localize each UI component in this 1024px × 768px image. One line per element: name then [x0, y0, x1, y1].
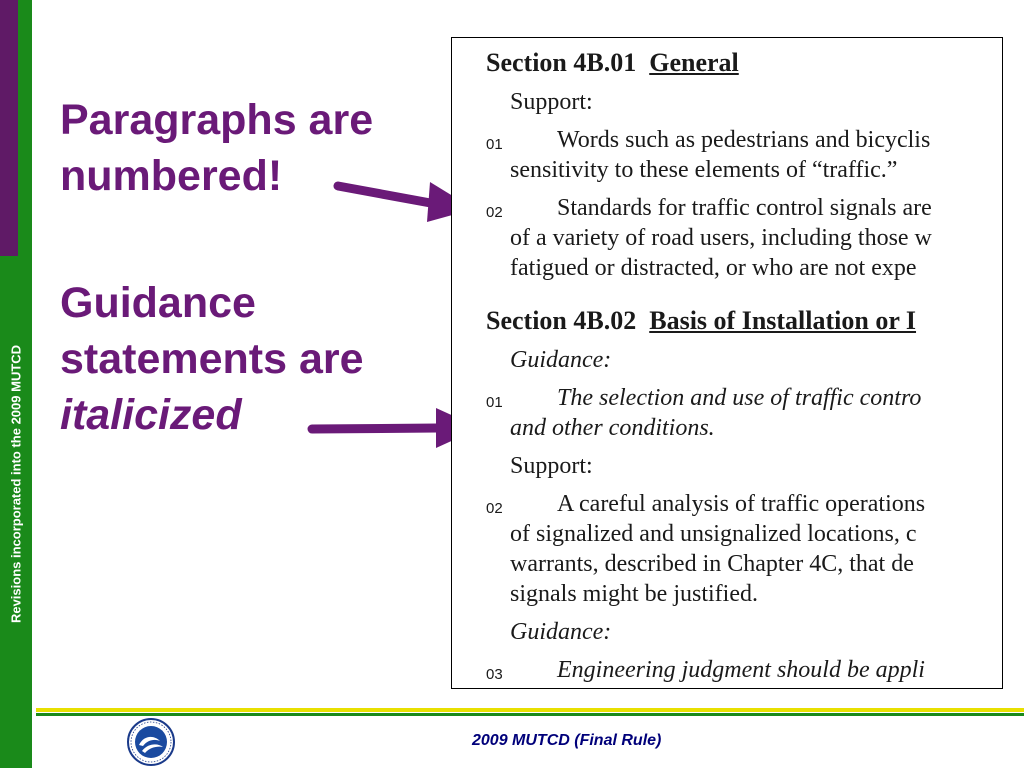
footer-green-rule — [36, 713, 1024, 716]
support-label-1: Support: — [510, 89, 593, 115]
section-4b01-heading: Section 4B.01 General — [486, 48, 739, 77]
paragraph-02-line3: fatigued or distracted, or who are not expe — [510, 255, 917, 281]
paragraph-number: 03 — [486, 666, 503, 683]
guidance-03-line1: Engineering judgment should be appli — [557, 657, 925, 683]
guidance-label-2: Guidance: — [510, 619, 612, 645]
paragraph-02-line2: of a variety of road users, including those w — [510, 225, 932, 251]
paragraph-number: 02 — [486, 204, 503, 221]
callout-italicized-line1: Guidance — [60, 279, 256, 327]
paragraph-02-line1: Standards for traffic control signals are — [557, 195, 932, 221]
callout-italicized-line2: statements are — [60, 335, 364, 383]
callout-numbered-line2: numbered! — [60, 152, 283, 200]
mutcd-document-excerpt — [451, 37, 1003, 689]
support-02-line1: A careful analysis of traffic operations — [557, 491, 926, 517]
paragraph-01-line1: Words such as pedestrians and bicyclis — [557, 127, 931, 153]
usdot-seal-icon — [126, 717, 176, 767]
paragraph-number: 02 — [486, 500, 503, 517]
paragraph-number: 01 — [486, 136, 503, 153]
guidance-label-1: Guidance: — [510, 347, 612, 373]
guidance-01-line1: The selection and use of traffic contro — [557, 385, 922, 411]
callout-numbered-line1: Paragraphs are — [60, 96, 374, 144]
support-label-2: Support: — [510, 453, 593, 479]
callout-italicized-line3: italicized — [60, 391, 242, 439]
paragraph-number: 01 — [486, 394, 503, 411]
support-02-line2: of signalized and unsignalized locations, c — [510, 521, 917, 547]
section-4b02-heading: Section 4B.02 Basis of Installation or I — [486, 306, 917, 335]
support-02-line3: warrants, described in Chapter 4C, that de — [510, 551, 914, 577]
footer-title: 2009 MUTCD (Final Rule) — [472, 732, 662, 749]
paragraph-01-line2: sensitivity to these elements of “traffic.” — [510, 157, 898, 183]
sidebar-caption: Revisions incorporated into the 2009 MUTCD — [8, 344, 24, 624]
support-02-line4: signals might be justified. — [510, 581, 758, 607]
guidance-01-line2: and other conditions. — [510, 415, 715, 441]
footer-yellow-rule — [36, 708, 1024, 712]
